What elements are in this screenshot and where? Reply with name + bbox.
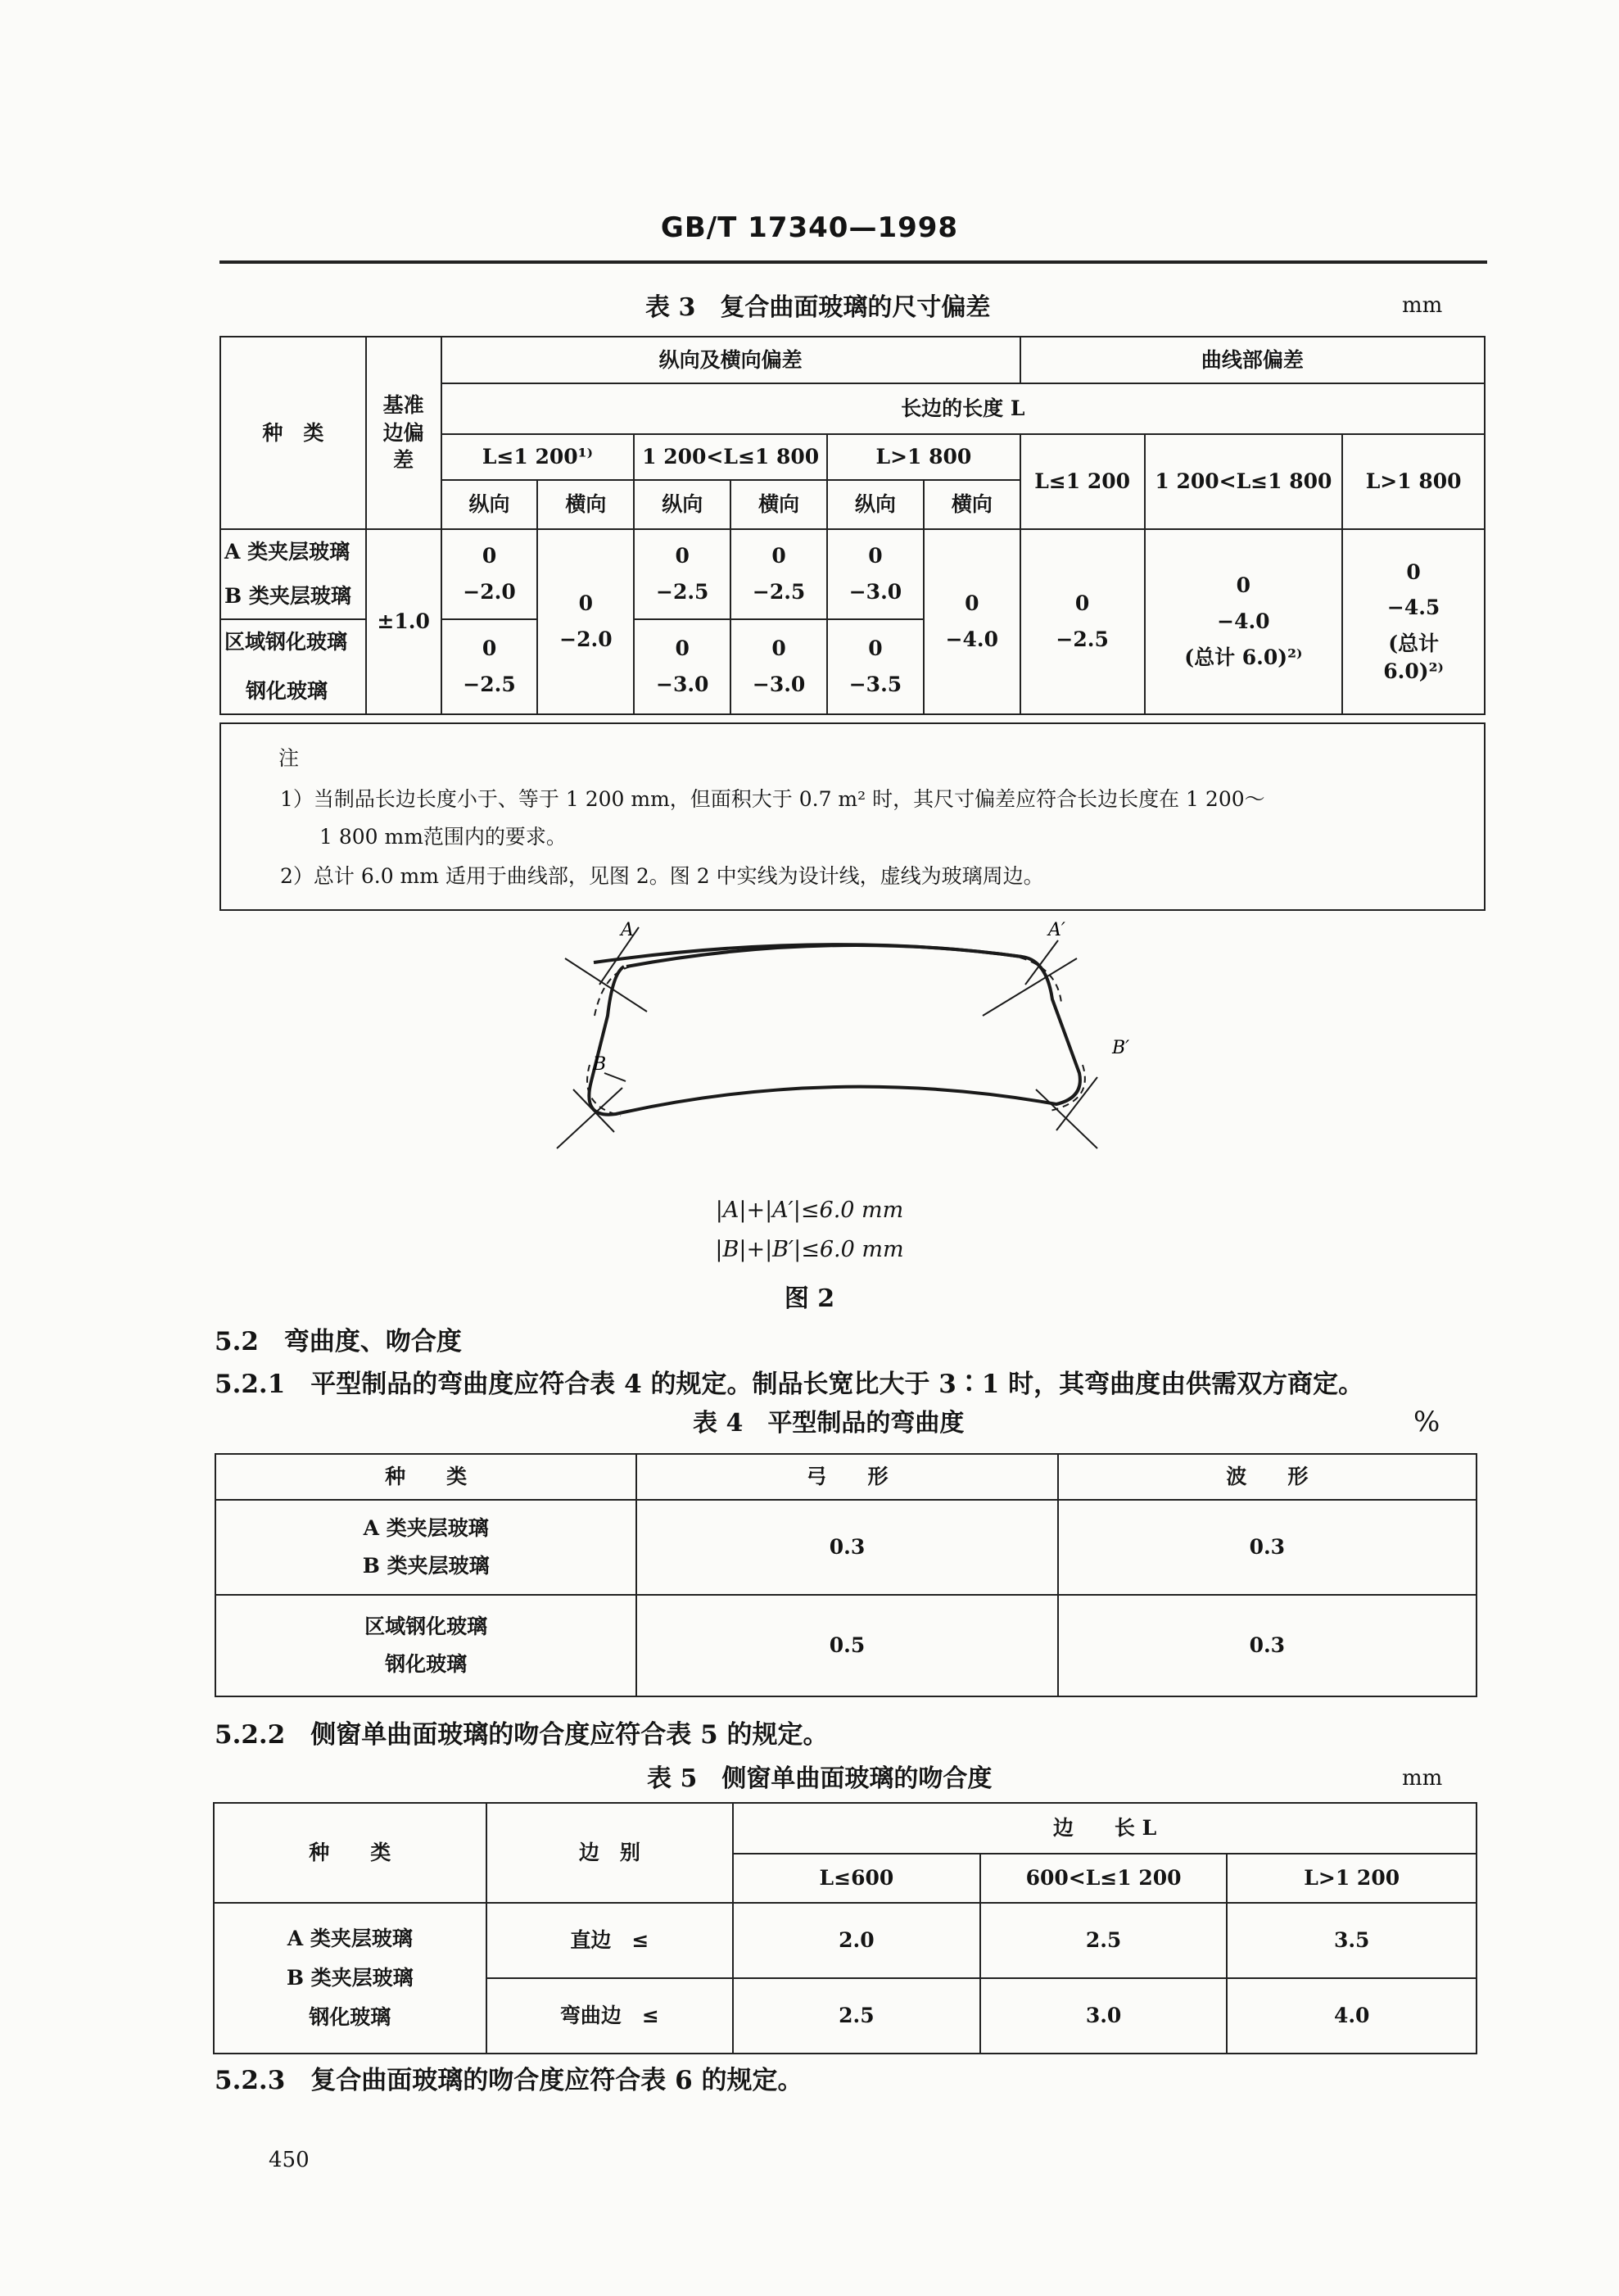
t3-header-lat: 横向 — [924, 480, 1020, 529]
page-number: 450 — [269, 2148, 310, 2172]
t3-header-range3: L>1 800 — [827, 434, 1020, 480]
standard-number: GB/T 17340—1998 — [660, 211, 959, 244]
t5-header-l2: 600<L≤1 200 — [980, 1854, 1228, 1903]
t3-kinds-group2 — [220, 619, 366, 714]
t4-kind: 区域钢化玻璃 钢化玻璃 — [215, 1595, 636, 1696]
t3-cell: 0 −4.0 (总计 6.0)²⁾ — [1145, 529, 1343, 714]
t5-header-kind: 种 类 — [214, 1803, 486, 1903]
t3-cell: 0 −3.0 — [827, 529, 924, 619]
section-5-2: 5.2 弯曲度、吻合度 — [215, 1327, 462, 1356]
t3-header-kind: 种 类 — [220, 337, 366, 529]
section-5-2-3: 5.2.3 复合曲面玻璃的吻合度应符合表 6 的规定。 — [215, 2066, 803, 2095]
t5-header-l3: L>1 200 — [1227, 1854, 1477, 1903]
table3-unit: mm — [1402, 293, 1443, 318]
label-a-prime: A′ — [1048, 920, 1065, 940]
t5-v3: 3.5 — [1227, 1903, 1477, 1978]
t4-header-bow: 弓 形 — [636, 1454, 1057, 1500]
t3-header-curve2: 1 200<L≤1 800 — [1145, 434, 1343, 529]
t3-cell: 0 −3.0 — [634, 619, 730, 714]
t3-header-base: 基准边偏差 — [366, 337, 441, 529]
t5-v2: 2.5 — [980, 1903, 1228, 1978]
t3-base-value: ±1.0 — [366, 529, 441, 714]
table3-caption: 表 3 复合曲面玻璃的尺寸偏差 — [645, 293, 991, 322]
t3-cell: 0 −4.5 (总计 6.0)²⁾ — [1342, 529, 1485, 714]
header-rule — [219, 260, 1487, 264]
t5-v3: 4.0 — [1227, 1978, 1477, 2054]
t3-cell: 0 −3.5 — [827, 619, 924, 714]
table3-notes — [219, 722, 1486, 911]
label-b-prime: B′ — [1112, 1038, 1130, 1058]
t5-v1: 2.5 — [733, 1978, 980, 2054]
t3-kinds-group1 — [220, 529, 366, 619]
t3-cell: 0 −4.0 — [924, 529, 1020, 714]
t3-cell: 0 −2.5 — [730, 529, 827, 619]
section-5-2-2: 5.2.2 侧窗单曲面玻璃的吻合度应符合表 5 的规定。 — [215, 1720, 829, 1750]
t3-kind: B 类夹层玻璃 — [224, 584, 351, 608]
t5-header-edge: 边 别 — [486, 1803, 734, 1903]
t4-header-kind: 种 类 — [215, 1454, 636, 1500]
t3-header-curve3: L>1 800 — [1342, 434, 1485, 529]
t3-cell: 0 −2.5 — [1020, 529, 1145, 714]
t3-header-long: 纵向 — [634, 480, 730, 529]
table3 — [219, 336, 1486, 715]
t3-header-range1: L≤1 200¹⁾ — [441, 434, 635, 480]
t3-cell: 0 −2.0 — [537, 529, 634, 714]
t4-header-wave: 波 形 — [1058, 1454, 1477, 1500]
figure2-diagram — [524, 917, 1130, 1163]
t3-header-long: 纵向 — [441, 480, 538, 529]
t5-v1: 2.0 — [733, 1903, 980, 1978]
t3-cell: 0 −2.5 — [441, 619, 538, 714]
t4-kind: A 类夹层玻璃 B 类夹层玻璃 — [215, 1500, 636, 1595]
table5-caption: 表 5 侧窗单曲面玻璃的吻合度 — [647, 1764, 993, 1793]
note-1: 1）当制品长边长度小于、等于 1 200 mm，但面积大于 0.7 m² 时，其尺寸偏差应符合长边长度在 1 200～ — [280, 787, 1265, 811]
t5-header-l1: L≤600 — [733, 1854, 980, 1903]
t3-header-range2: 1 200<L≤1 800 — [634, 434, 827, 480]
table4-unit: % — [1413, 1406, 1440, 1438]
note-1-cont: 1 800 mm范围内的要求。 — [319, 825, 567, 849]
note-2: 2）总计 6.0 mm 适用于曲线部，见图 2。图 2 中实线为设计线，虚线为玻璃周边。 — [280, 864, 1044, 888]
t4-bow: 0.5 — [636, 1595, 1057, 1696]
t5-kinds: A 类夹层玻璃 B 类夹层玻璃 钢化玻璃 — [214, 1903, 486, 2054]
formula-b: |B|+|B′|≤6.0 mm — [715, 1237, 904, 1262]
t4-wave: 0.3 — [1058, 1595, 1477, 1696]
t3-header-lat: 横向 — [730, 480, 827, 529]
section-5-2-1: 5.2.1 平型制品的弯曲度应符合表 4 的规定。制品长宽比大于 3∶1 时，其弯曲度由供需双方商定。 — [215, 1370, 1364, 1399]
t4-bow: 0.3 — [636, 1500, 1057, 1595]
t3-header-curve1: L≤1 200 — [1020, 434, 1145, 529]
t3-header-long: 纵向 — [827, 480, 924, 529]
t3-header-longedge: 长边的长度 L — [441, 383, 1485, 434]
formula-a: |A|+|A′|≤6.0 mm — [715, 1198, 904, 1223]
t3-kind: 钢化玻璃 — [246, 679, 328, 703]
t5-edge: 直边 ≤ — [486, 1903, 734, 1978]
label-a: A — [621, 920, 634, 940]
table5 — [213, 1802, 1477, 2054]
t4-wave: 0.3 — [1058, 1500, 1477, 1595]
t3-cell: 0 −3.0 — [730, 619, 827, 714]
t5-edge: 弯曲边 ≤ — [486, 1978, 734, 2054]
t3-cell: 0 −2.0 — [441, 529, 538, 619]
t3-header-lat: 横向 — [537, 480, 634, 529]
label-b: B — [593, 1054, 607, 1075]
t3-cell: 0 −2.5 — [634, 529, 730, 619]
t3-header-longlat: 纵向及横向偏差 — [441, 337, 1020, 383]
table5-unit: mm — [1402, 1766, 1443, 1791]
t3-kind: A 类夹层玻璃 — [224, 540, 350, 564]
t5-v2: 3.0 — [980, 1978, 1228, 2054]
t3-header-curve: 曲线部偏差 — [1020, 337, 1485, 383]
t3-kind: 区域钢化玻璃 — [224, 630, 348, 654]
notes-title: 注 — [278, 746, 300, 770]
figure2-caption: 图 2 — [784, 1284, 835, 1313]
table4-caption: 表 4 平型制品的弯曲度 — [693, 1409, 965, 1438]
t5-header-length: 边 长 L — [733, 1803, 1477, 1854]
table4 — [215, 1453, 1477, 1697]
